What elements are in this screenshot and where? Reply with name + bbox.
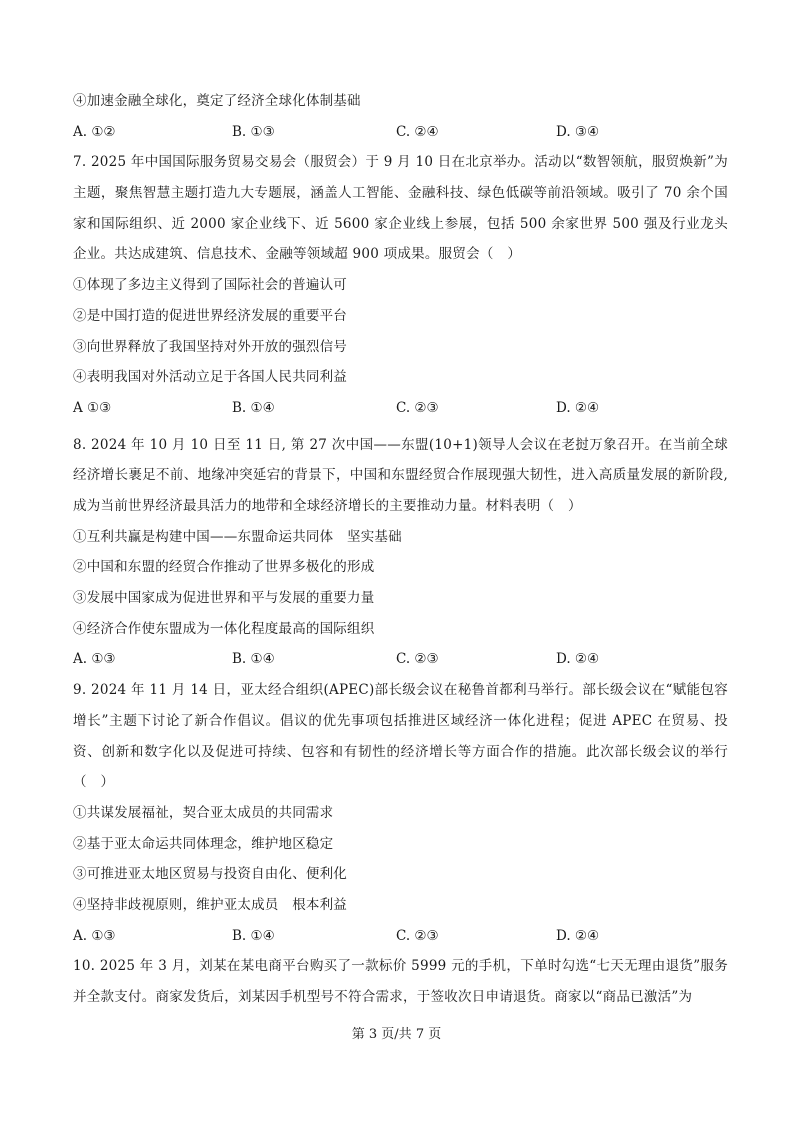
prev-option-4: ④加速金融全球化，奠定了经济全球化体制基础 — [73, 93, 361, 109]
question-8-answer-choices — [73, 644, 728, 675]
question-8-option-2: ②中国和东盟的经贸合作推动了世界多极化的形成 — [73, 559, 375, 576]
question-9-option-1: ①共谋发展福祉，契合亚太成员的共同需求 — [73, 804, 334, 821]
question-8-option-4: ④经济合作使东盟成为一体化程度最高的国际组织 — [73, 620, 375, 637]
answer-c: C. ②④ — [396, 123, 439, 140]
answer-c: C. ②③ — [396, 651, 439, 668]
answer-d: D. ②④ — [556, 927, 600, 944]
question-8-option-1: ①互利共赢是构建中国——东盟命运共同体 坚实基础 — [73, 528, 402, 545]
question-7-option-2: ②是中国打造的促进世界经济发展的重要平台 — [73, 307, 347, 324]
question-7-option-1: ①体现了多边主义得到了国际社会的普遍认可 — [73, 277, 347, 294]
question-8-stem: 8. 2024 年 10 月 10 日至 11 日, 第 27 次中国——东盟(10+1)领导人会议在老挝万象召开。在当前全球经济增长裹足不前、地缘冲突延宕的背景下，中国和东盟经贸合作展现强大韧性，进入高质量发展的新阶段,成为当前世界经济最具活力的地带和全球经济增长的主要推动力量。材料表明（ ） — [73, 436, 728, 515]
answer-a: A. ①② — [73, 123, 116, 140]
answer-a: A ①③ — [73, 399, 112, 416]
answer-d: D. ③④ — [556, 123, 600, 140]
answer-d: D. ②④ — [556, 399, 600, 416]
answer-b: B. ①③ — [232, 123, 275, 140]
question-7-stem: 7. 2025 年中国国际服务贸易交易会（服贸会）于 9 月 10 日在北京举办。活动以“数智领航，服贸焕新”为主题，聚焦智慧主题打造九大专题展，涵盖人工智能、金融科技、绿色低碳等前沿领域。吸引了 70 余个国家和国际组织、近 2000 家企业线下、近 5600 家企业线上参展，包括 500 余家世界 500 强及行业龙头企业。共达成建筑、信息技术、金融等领域超 900 项成果。服贸会（ ） — [73, 154, 728, 263]
question-7-option-4: ④表明我国对外活动立足于各国人民共同利益 — [73, 369, 347, 386]
answer-c: C. ②③ — [396, 399, 439, 416]
question-7-answer-choices — [73, 393, 728, 424]
question-9-stem: 9. 2024 年 11 月 14 日，亚太经合组织(APEC)部长级会议在秘鲁首都利马举行。部长级会议在“赋能包容增长”主题下讨论了新合作倡议。倡议的优先事项包括推进区域经济一体化进程；促进 APEC 在贸易、投资、创新和数字化以及促进可持续、包容和有韧性的经济增长等方面合作的措施。此次部长级会议的举行（ ） — [73, 682, 728, 791]
page-footer: 第 3 页/共 7 页 — [351, 1027, 442, 1042]
question-8-option-3: ③发展中国家成为促进世界和平与发展的重要力量 — [73, 590, 375, 607]
question-9-option-2: ②基于亚太命运共同体理念，维护地区稳定 — [73, 835, 334, 852]
answer-a: A. ①③ — [73, 651, 116, 668]
question-9-option-3: ③可推进亚太地区贸易与投资自由化、便利化 — [73, 866, 347, 883]
prev-answer-choices — [73, 117, 728, 148]
answer-b: B. ①④ — [232, 927, 275, 944]
question-9-option-4: ④坚持非歧视原则，维护亚太成员 根本利益 — [73, 897, 347, 914]
question-9-answer-choices — [73, 921, 728, 952]
answer-c: C. ②③ — [396, 927, 439, 944]
answer-b: B. ①④ — [232, 399, 275, 416]
question-10-stem: 10. 2025 年 3 月，刘某在某电商平台购买了一款标价 5999 元的手机，下单时勾选“七天无理由退货”服务并全款支付。商家发货后，刘某因手机型号不符合需求，于签收次日申请退货。商家以“商品已激活”为 — [73, 958, 728, 1006]
question-7-option-3: ③向世界释放了我国坚持对外开放的强烈信号 — [73, 338, 347, 355]
answer-b: B. ①④ — [232, 651, 275, 668]
exam-page — [73, 86, 728, 1013]
answer-a: A. ①③ — [73, 927, 116, 944]
answer-d: D. ②④ — [556, 651, 600, 668]
